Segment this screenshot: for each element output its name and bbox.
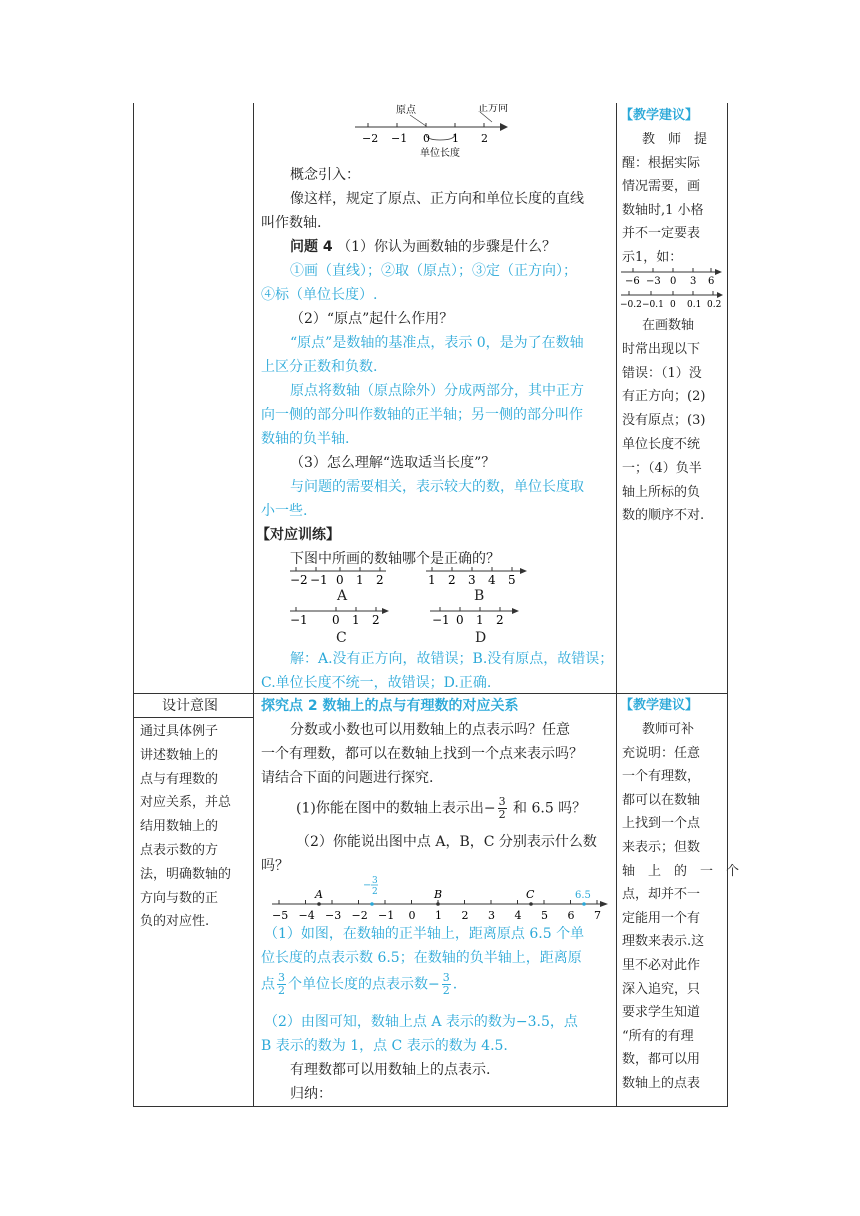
text-line: “所有的有理 bbox=[622, 1028, 694, 1044]
answer-line: “原点”是数轴的基准点，表示 0，是为了在数轴 bbox=[290, 335, 584, 351]
tick-label: 2 bbox=[448, 573, 456, 587]
design-intent-heading: 设计意图 bbox=[162, 698, 218, 714]
point-frac-denominator: 2 bbox=[372, 887, 378, 897]
text-line: 轴上所标的负 bbox=[622, 484, 701, 500]
tick-label: 2 bbox=[376, 573, 384, 587]
teaching-suggestion-heading: 【教学建议】 bbox=[620, 108, 699, 123]
option-d-label: D bbox=[475, 630, 487, 646]
tick-label: 0 bbox=[336, 573, 344, 587]
explore-para: 一个有理数，都可以在数轴上找到一个点来表示吗？ bbox=[261, 746, 583, 762]
tick-label: 4 bbox=[514, 909, 522, 922]
tick-label: 2 bbox=[496, 613, 504, 627]
tick-label: −1 bbox=[290, 613, 308, 627]
tick-label: −4 bbox=[298, 909, 315, 922]
tick-label: 2 bbox=[461, 909, 469, 922]
concept-heading: 概念引入： bbox=[290, 167, 360, 183]
question-text: (1)你能在图中的数轴上表示出− bbox=[296, 800, 496, 817]
tick-label: 1 bbox=[428, 573, 436, 587]
tick-label: 2 bbox=[481, 132, 488, 145]
tick-label: 0 bbox=[332, 613, 340, 627]
text-line: 深入追究，只 bbox=[622, 981, 701, 997]
text-line: 理数来表示.这 bbox=[622, 934, 705, 950]
fraction-denominator: 2 bbox=[442, 984, 450, 997]
table-border-left bbox=[133, 103, 134, 1107]
table-divider-2 bbox=[616, 103, 617, 1107]
question-4-part3: （3）怎么理解“选取适当长度”？ bbox=[290, 455, 496, 471]
point-a-label: A bbox=[315, 888, 323, 901]
text-line: 醒：根据实际 bbox=[622, 155, 701, 171]
tick-label: 1 bbox=[352, 613, 360, 627]
concept-para: 像这样，规定了原点、正方向和单位长度的直线 bbox=[290, 191, 584, 207]
tick-label: 3 bbox=[690, 276, 697, 287]
example-axis-1 bbox=[619, 267, 725, 289]
tick-label: 3 bbox=[468, 573, 476, 587]
text-line: 示1，如： bbox=[622, 249, 683, 265]
point-six-point-five-dot bbox=[582, 902, 586, 906]
tick-label: 4 bbox=[488, 573, 496, 587]
training-answer: 解：A.没有正方向，故错误；B.没有原点，故错误； bbox=[290, 651, 614, 667]
fraction bbox=[442, 972, 451, 997]
answer-text: 点 bbox=[261, 976, 275, 993]
tick-label: −3 bbox=[325, 909, 342, 922]
text-line: 有正方向；(2) bbox=[622, 389, 706, 405]
table-border-bottom bbox=[133, 1106, 728, 1107]
main-number-line bbox=[266, 874, 612, 922]
text-line: 通过具体例子 bbox=[140, 724, 219, 739]
text-line: 都可以在数轴 bbox=[622, 792, 701, 808]
tick-label: −1 bbox=[432, 613, 450, 627]
training-answer: C.单位长度不统一，故错误；D.正确. bbox=[261, 675, 492, 691]
answer-line: 数轴的负半轴. bbox=[261, 431, 350, 447]
explore-answer: （2）由图可知，数轴上点 A 表示的数为−3.5，点 bbox=[264, 1014, 578, 1030]
text-line: 轴 上 的 一 个 bbox=[622, 863, 740, 879]
explore-summary: 有理数都可以用数轴上的点表示. bbox=[290, 1062, 491, 1078]
teaching-suggestion-heading: 【教学建议】 bbox=[620, 698, 699, 713]
text-line: 方向与数的正 bbox=[140, 890, 219, 906]
unit-length-label: 单位长度 bbox=[420, 148, 460, 159]
tick-label: −3 bbox=[646, 276, 661, 287]
answer-line: ④标（单位长度）. bbox=[261, 287, 378, 303]
point-frac-numerator: 3 bbox=[372, 876, 378, 886]
fraction-numerator: 3 bbox=[278, 971, 285, 984]
fraction bbox=[498, 796, 507, 821]
text-line: 单位长度不统 bbox=[622, 437, 701, 452]
tick-label: 1 bbox=[356, 573, 364, 587]
explore-question-1 bbox=[296, 796, 586, 821]
text-line: 数轴时,1 小格 bbox=[622, 202, 704, 218]
option-c-axis bbox=[288, 606, 398, 628]
tick-label: 0.1 bbox=[687, 300, 702, 310]
tick-label: 5 bbox=[508, 573, 516, 587]
tick-label: 1 bbox=[452, 132, 459, 145]
option-b-label: B bbox=[474, 588, 485, 604]
text-line: 教师可补 bbox=[642, 722, 695, 737]
text-line: 错误：（1）没 bbox=[622, 365, 702, 381]
answer-line: 向一侧的部分叫作数轴的正半轴；另一侧的部分叫作 bbox=[261, 407, 583, 423]
question-4-label: 问题 4 bbox=[290, 239, 333, 255]
origin-label: 原点 bbox=[396, 105, 416, 116]
point-c-label: C bbox=[526, 888, 535, 901]
tick-label: 1 bbox=[476, 613, 484, 627]
tick-label: −5 bbox=[272, 909, 289, 922]
answer-text: 个单位长度的点表示数− bbox=[288, 976, 440, 993]
training-heading: 【对应训练】 bbox=[256, 527, 340, 543]
point-six-point-five-label: 6.5 bbox=[575, 890, 591, 901]
text-line: 里不必对此作 bbox=[622, 958, 701, 973]
text-line: 定能用一个有 bbox=[622, 910, 701, 926]
explore-para: 分数或小数也可以用数轴上的点表示吗？任意 bbox=[290, 722, 570, 738]
tick-label: 0 bbox=[408, 909, 416, 922]
tick-label: −0.2 bbox=[620, 300, 642, 310]
text-line: 点与有理数的 bbox=[140, 771, 219, 787]
tick-label: −2 bbox=[351, 909, 368, 922]
text-line: 没有原点；(3) bbox=[622, 413, 706, 429]
option-d-axis bbox=[428, 606, 538, 628]
tick-label: 6 bbox=[567, 909, 575, 922]
direction-label: 正方向 bbox=[478, 104, 508, 114]
option-a-label: A bbox=[337, 588, 348, 604]
tick-label: 2 bbox=[372, 613, 380, 627]
answer-line: 上区分正数和负数. bbox=[261, 359, 378, 375]
text-line: 一；（4）负半 bbox=[622, 460, 702, 476]
text-line: 时常出现以下 bbox=[622, 341, 701, 357]
point-a-dot bbox=[317, 902, 321, 906]
training-question: 下图中所画的数轴哪个是正确的？ bbox=[290, 551, 500, 567]
explore-answer: B 表示的数为 1，点 C 表示的数为 4.5. bbox=[261, 1038, 508, 1054]
fraction bbox=[277, 972, 286, 997]
tick-label: −0.1 bbox=[642, 300, 664, 310]
tick-label: −1 bbox=[391, 132, 408, 145]
text-line: 对应关系，并总 bbox=[140, 795, 232, 811]
tick-label: 5 bbox=[541, 909, 548, 922]
tick-label: −1 bbox=[378, 909, 395, 922]
explore-question-2: （2）你能说出图中点 A，B，C 分别表示什么数 bbox=[296, 834, 597, 850]
text-line: 结用数轴上的 bbox=[140, 819, 219, 835]
point-frac-minus: − bbox=[363, 880, 372, 891]
tick-label: 7 bbox=[594, 909, 601, 922]
concept-para: 叫作数轴. bbox=[261, 215, 322, 231]
tick-label: 0 bbox=[670, 300, 676, 310]
explore-answer: （1）如图，在数轴的正半轴上，距离原点 6.5 个单 bbox=[264, 926, 585, 942]
text-line: 教 师 提 bbox=[642, 132, 708, 147]
fraction-numerator: 3 bbox=[442, 971, 450, 984]
answer-text: . bbox=[452, 976, 458, 993]
example-axis-2 bbox=[619, 290, 725, 312]
text-line: 负的对应性. bbox=[140, 914, 210, 930]
question-4-part1: （1）你认为画数轴的步骤是什么？ bbox=[337, 239, 556, 255]
text-line: 来表示；但数 bbox=[622, 840, 701, 855]
text-line: 数，都可以用 bbox=[622, 1052, 701, 1068]
question-text: 和 6.5 吗？ bbox=[508, 800, 587, 817]
explore-heading: 探究点 2 数轴上的点与有理数的对应关系 bbox=[261, 698, 519, 714]
tick-label: 0 bbox=[670, 276, 677, 287]
point-c-dot bbox=[529, 902, 533, 906]
table-divider-1 bbox=[253, 103, 254, 1107]
text-line: 数的顺序不对. bbox=[622, 508, 705, 524]
text-line: 点，却并不一 bbox=[622, 887, 701, 903]
tick-label: −6 bbox=[625, 276, 640, 287]
tick-label: −2 bbox=[290, 573, 308, 587]
tick-label: 3 bbox=[488, 909, 495, 922]
number-line-diagram bbox=[350, 104, 510, 162]
text-line: 法，明确数轴的 bbox=[140, 866, 232, 882]
text-line: 上找到一个点 bbox=[622, 816, 701, 832]
tick-label: 1 bbox=[435, 909, 442, 922]
tick-label: 0 bbox=[423, 132, 430, 145]
tick-label: −2 bbox=[362, 132, 379, 145]
answer-line: 小一些. bbox=[261, 503, 308, 519]
point-b-dot bbox=[436, 902, 440, 906]
point-neg-three-halves-dot bbox=[370, 902, 374, 906]
question-4 bbox=[290, 235, 556, 259]
text-line: 并不一定要表 bbox=[622, 226, 701, 241]
explore-para: 请结合下面的问题进行探究. bbox=[261, 770, 434, 786]
option-c-label: C bbox=[336, 630, 347, 646]
explore-conclude: 归纳： bbox=[290, 1086, 332, 1102]
question-4-part2: （2）“原点”起什么作用？ bbox=[290, 311, 454, 327]
table-border-right bbox=[727, 103, 728, 1107]
text-line: 在画数轴 bbox=[642, 318, 695, 333]
text-line: 讲述数轴上的 bbox=[140, 747, 219, 763]
text-line: 要求学生知道 bbox=[622, 1005, 701, 1021]
text-line: 一个有理数， bbox=[622, 769, 701, 785]
fraction-denominator: 2 bbox=[498, 808, 506, 821]
tick-label: 0 bbox=[456, 613, 464, 627]
tick-label: 6 bbox=[708, 276, 715, 287]
answer-line: 与问题的需要相关，表示较大的数，单位长度取 bbox=[290, 479, 584, 495]
explore-question-2: 吗？ bbox=[261, 858, 289, 874]
tick-label: 0.2 bbox=[707, 300, 722, 310]
fraction-numerator: 3 bbox=[498, 795, 506, 808]
text-line: 充说明：任意 bbox=[622, 745, 701, 761]
text-line: 点表示数的方 bbox=[140, 843, 219, 858]
explore-answer: 位长度的点表示数 6.5；在数轴的负半轴上，距离原 bbox=[261, 950, 582, 966]
text-line: 情况需要，画 bbox=[622, 179, 701, 194]
answer-line: 原点将数轴（原点除外）分成两部分，其中正方 bbox=[290, 383, 584, 399]
text-line: 数轴上的点表 bbox=[622, 1076, 701, 1091]
explore-answer bbox=[261, 972, 457, 997]
answer-line: ①画（直线）；②取（原点）；③定（正方向）； bbox=[290, 263, 577, 279]
tick-label: −1 bbox=[310, 573, 328, 587]
point-b-label: B bbox=[434, 888, 443, 901]
fraction-denominator: 2 bbox=[278, 984, 285, 997]
